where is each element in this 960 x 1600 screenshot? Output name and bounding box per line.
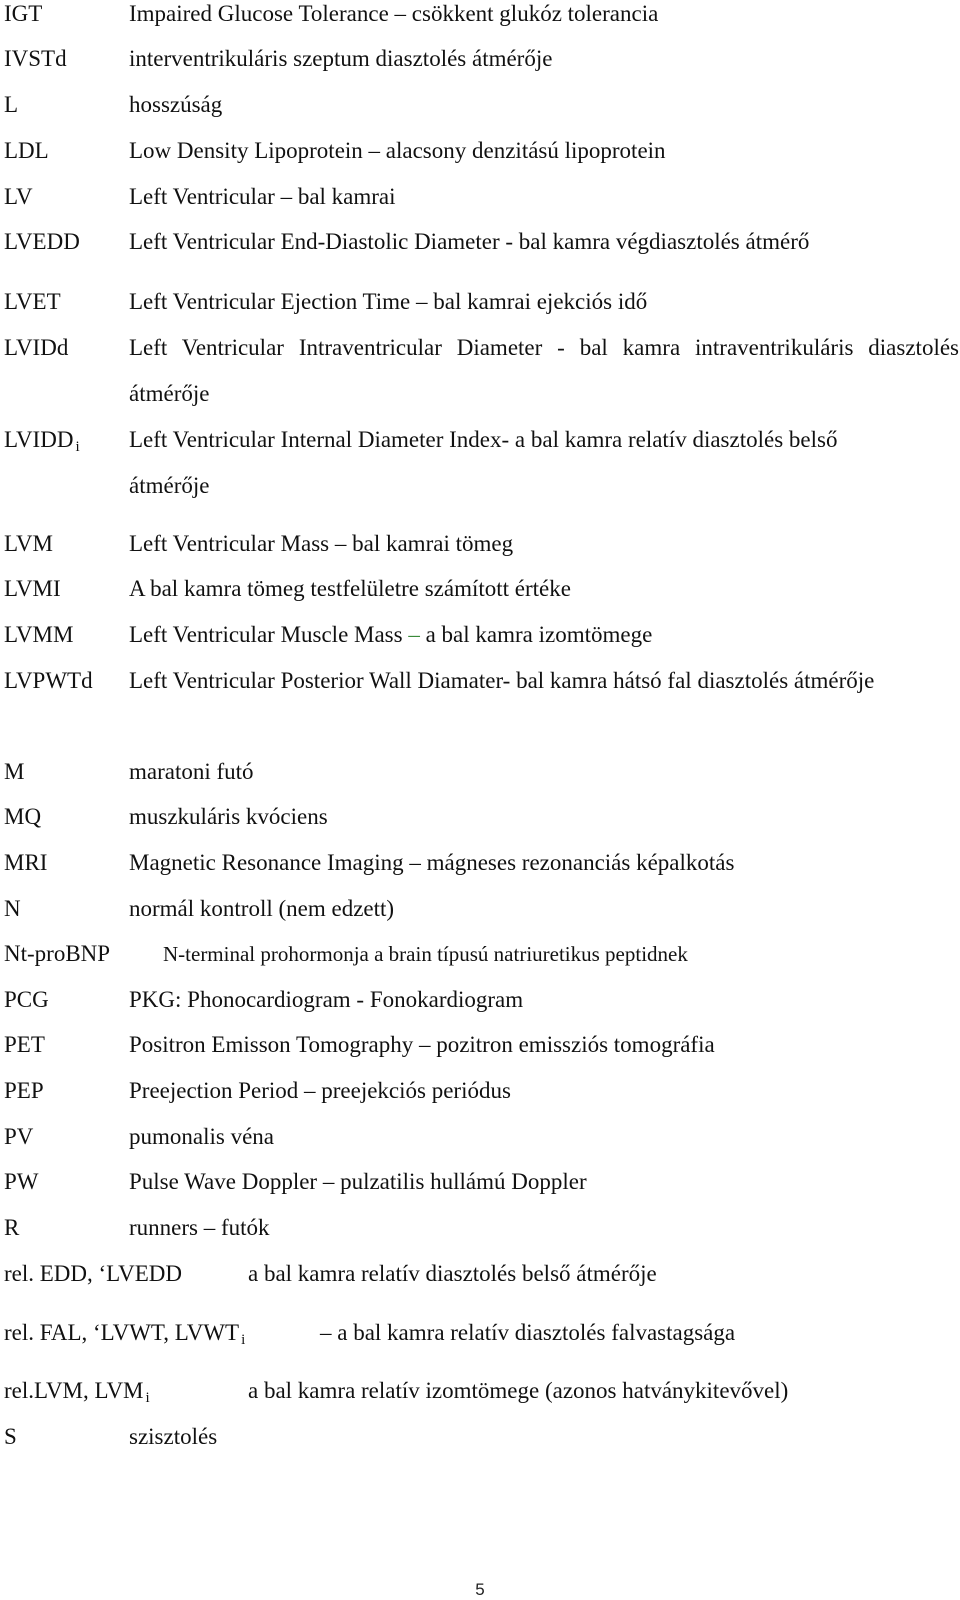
page-number: 5 xyxy=(475,1580,485,1599)
definition: Preejection Period – preejekciós periódus xyxy=(129,1078,511,1103)
definition: – a bal kamra relatív diasztolés falvastagsága xyxy=(320,1320,736,1345)
definition-part: a bal kamra izomtömege xyxy=(419,622,653,647)
definition: maratoni futó xyxy=(129,759,254,784)
abbreviation-subscript: i xyxy=(241,1332,246,1348)
definition xyxy=(129,612,959,658)
definition: a bal kamra relatív diasztolés belső átmérője xyxy=(248,1261,657,1286)
definition: pumonalis véna xyxy=(129,1124,274,1149)
abbreviation xyxy=(4,1310,245,1363)
abbreviation: LVM xyxy=(4,531,53,556)
definition: Magnetic Resonance Imaging – mágneses rezonanciás képalkotás xyxy=(129,850,735,875)
abbreviation-text: rel. FAL, ‘LVWT, LVWT xyxy=(4,1320,240,1345)
abbreviation: LVMI xyxy=(4,576,61,601)
abbreviation: LVIDd xyxy=(4,335,69,360)
definition: Left Ventricular Ejection Time – bal kamrai ejekciós idő xyxy=(129,289,648,314)
abbreviation: R xyxy=(4,1215,20,1240)
definition: normál kontroll (nem edzett) xyxy=(129,896,395,921)
abbreviation-subscript: i xyxy=(75,439,80,455)
definition: N-terminal prohormonja a brain típusú natriuretikus peptidnek xyxy=(163,942,688,966)
abbreviation: S xyxy=(4,1424,17,1449)
definition: Left Ventricular End-Diastolic Diameter - bal kamra végdiasztolés átmérő xyxy=(129,229,810,254)
definition: Left Ventricular – bal kamrai xyxy=(129,184,396,209)
abbreviation xyxy=(4,1368,150,1421)
definition: Pulse Wave Doppler – pulzatilis hullámú Doppler xyxy=(129,1169,587,1194)
definition: Low Density Lipoprotein – alacsony denzitású lipoprotein xyxy=(129,138,666,163)
abbreviation: LVMM xyxy=(4,622,74,647)
abbreviation: PEP xyxy=(4,1078,44,1103)
definition: hosszúság xyxy=(129,92,223,117)
definition: Impaired Glucose Tolerance – csökkent glukóz tolerancia xyxy=(129,1,659,26)
abbreviation: PCG xyxy=(4,987,49,1012)
abbreviation: LVET xyxy=(4,289,61,314)
abbreviation: LV xyxy=(4,184,33,209)
abbreviation: N xyxy=(4,896,21,921)
abbreviation: M xyxy=(4,759,25,784)
abbreviation: MRI xyxy=(4,850,48,875)
abbreviation: LVEDD xyxy=(4,229,80,254)
definition: runners – futók xyxy=(129,1215,270,1240)
abbreviation: Nt-proBNP xyxy=(4,941,111,966)
abbreviation: PV xyxy=(4,1124,34,1149)
definition-part: Left Ventricular Muscle Mass xyxy=(129,622,409,647)
definition: Left Ventricular Intraventricular Diameter - bal kamra intraventrikuláris diasztolés átmérője xyxy=(129,335,959,406)
abbreviation: MQ xyxy=(4,804,42,829)
definition-dash: – xyxy=(408,622,420,647)
abbreviation: rel. EDD, ‘LVEDD xyxy=(4,1261,183,1286)
abbreviation-text: rel.LVM, LVM xyxy=(4,1378,144,1403)
abbreviation: PET xyxy=(4,1032,45,1057)
abbreviation: PW xyxy=(4,1169,39,1194)
abbreviation-subscript: i xyxy=(145,1390,150,1406)
definition: Left Ventricular Internal Diameter Index- a bal kamra relatív diasztolés belső átmérője xyxy=(129,427,838,498)
definition: Left Ventricular Mass – bal kamrai tömeg xyxy=(129,531,514,556)
abbreviation xyxy=(4,417,80,470)
abbreviation: IVSTd xyxy=(4,46,67,71)
abbreviation: IGT xyxy=(4,1,43,26)
abbreviation-text: LVIDD xyxy=(4,427,74,452)
definition: Left Ventricular Posterior Wall Diamater- bal kamra hátsó fal diasztolés átmérője xyxy=(129,668,875,693)
abbreviation: LDL xyxy=(4,138,49,163)
definition: a bal kamra relatív izomtömege (azonos hatványkitevővel) xyxy=(248,1378,789,1403)
definition: A bal kamra tömeg testfelületre számított értéke xyxy=(129,576,571,601)
definition: interventrikuláris szeptum diasztolés átmérője xyxy=(129,46,553,71)
definition: muszkuláris kvóciens xyxy=(129,804,328,829)
definition: szisztolés xyxy=(129,1424,218,1449)
abbreviation: L xyxy=(4,92,19,117)
abbreviation: LVPWTd xyxy=(4,668,93,693)
definition: Positron Emisson Tomography – pozitron emissziós tomográfia xyxy=(129,1032,715,1057)
definition: PKG: Phonocardiogram - Fonokardiogram xyxy=(129,987,524,1012)
